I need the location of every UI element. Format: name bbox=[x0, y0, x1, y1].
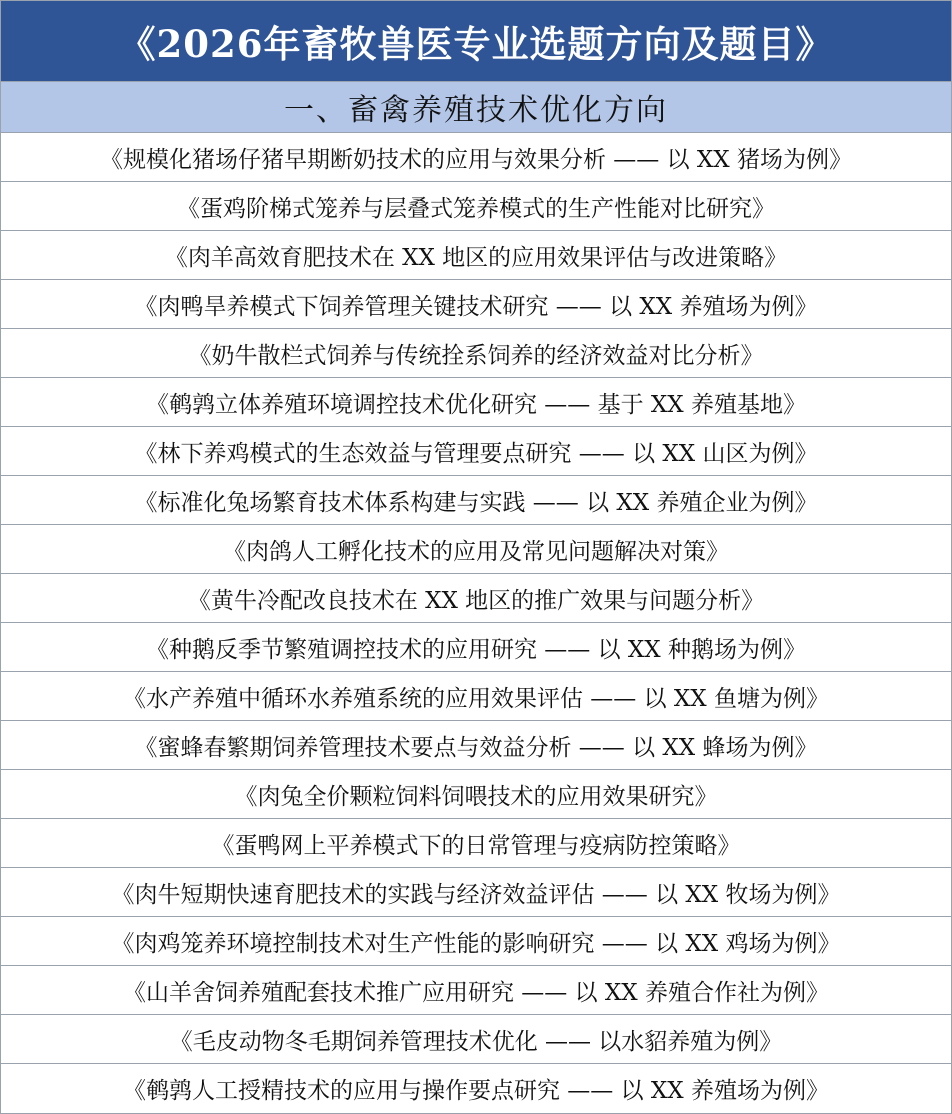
topic-row: 《毛皮动物冬毛期饲养管理技术优化 —— 以水貂养殖为例》 bbox=[1, 1015, 951, 1064]
topic-row: 《鹌鹑人工授精技术的应用与操作要点研究 —— 以 XX 养殖场为例》 bbox=[123, 1078, 829, 1104]
topic-row: 《蜜蜂春繁期饲养管理技术要点与效益分析 —— 以 XX 蜂场为例》 bbox=[1, 721, 951, 770]
topic-row: 《山羊舍饲养殖配套技术推广应用研究 —— 以 XX 养殖合作社为例》 bbox=[1, 966, 951, 1015]
topic-row: 《肉鸽人工孵化技术的应用及常见问题解决对策》 bbox=[1, 525, 951, 574]
topic-row: 《蛋鸡阶梯式笼养与层叠式笼养模式的生产性能对比研究》 bbox=[1, 182, 951, 231]
topic-row: 《鹌鹑立体养殖环境调控技术优化研究 —— 基于 XX 养殖基地》 bbox=[1, 378, 951, 427]
topic-row: 《黄牛冷配改良技术在 XX 地区的推广效果与问题分析》 bbox=[1, 574, 951, 623]
topic-row: 《林下养鸡模式的生态效益与管理要点研究 —— 以 XX 山区为例》 bbox=[1, 427, 951, 476]
topic-row: 《水产养殖中循环水养殖系统的应用效果评估 —— 以 XX 鱼塘为例》 bbox=[1, 672, 951, 721]
topic-row: 《肉兔全价颗粒饲料饲喂技术的应用效果研究》 bbox=[1, 770, 951, 819]
topic-row: 《蛋鸭网上平养模式下的日常管理与疫病防控策略》 bbox=[1, 819, 951, 868]
topic-row: 《种鹅反季节繁殖调控技术的应用研究 —— 以 XX 种鹅场为例》 bbox=[1, 623, 951, 672]
section-heading: 一、畜禽养殖技术优化方向 bbox=[1, 82, 951, 133]
topic-list bbox=[1, 133, 951, 1113]
topic-row: 《奶牛散栏式饲养与传统拴系饲养的经济效益对比分析》 bbox=[1, 329, 951, 378]
topic-row: 《肉鸡笼养环境控制技术对生产性能的影响研究 —— 以 XX 鸡场为例》 bbox=[1, 917, 951, 966]
topic-row: 《肉牛短期快速育肥技术的实践与经济效益评估 —— 以 XX 牧场为例》 bbox=[1, 868, 951, 917]
page-title: 《2026年畜牧兽医专业选题方向及题目》 bbox=[1, 1, 951, 82]
topic-row: 《规模化猪场仔猪早期断奶技术的应用与效果分析 —— 以 XX 猪场为例》 bbox=[1, 133, 951, 182]
topic-row: 《肉羊高效育肥技术在 XX 地区的应用效果评估与改进策略》 bbox=[1, 231, 951, 280]
topic-row: 《肉鸭旱养模式下饲养管理关键技术研究 —— 以 XX 养殖场为例》 bbox=[1, 280, 951, 329]
topic-row: 《标准化兔场繁育技术体系构建与实践 —— 以 XX 养殖企业为例》 bbox=[1, 476, 951, 525]
